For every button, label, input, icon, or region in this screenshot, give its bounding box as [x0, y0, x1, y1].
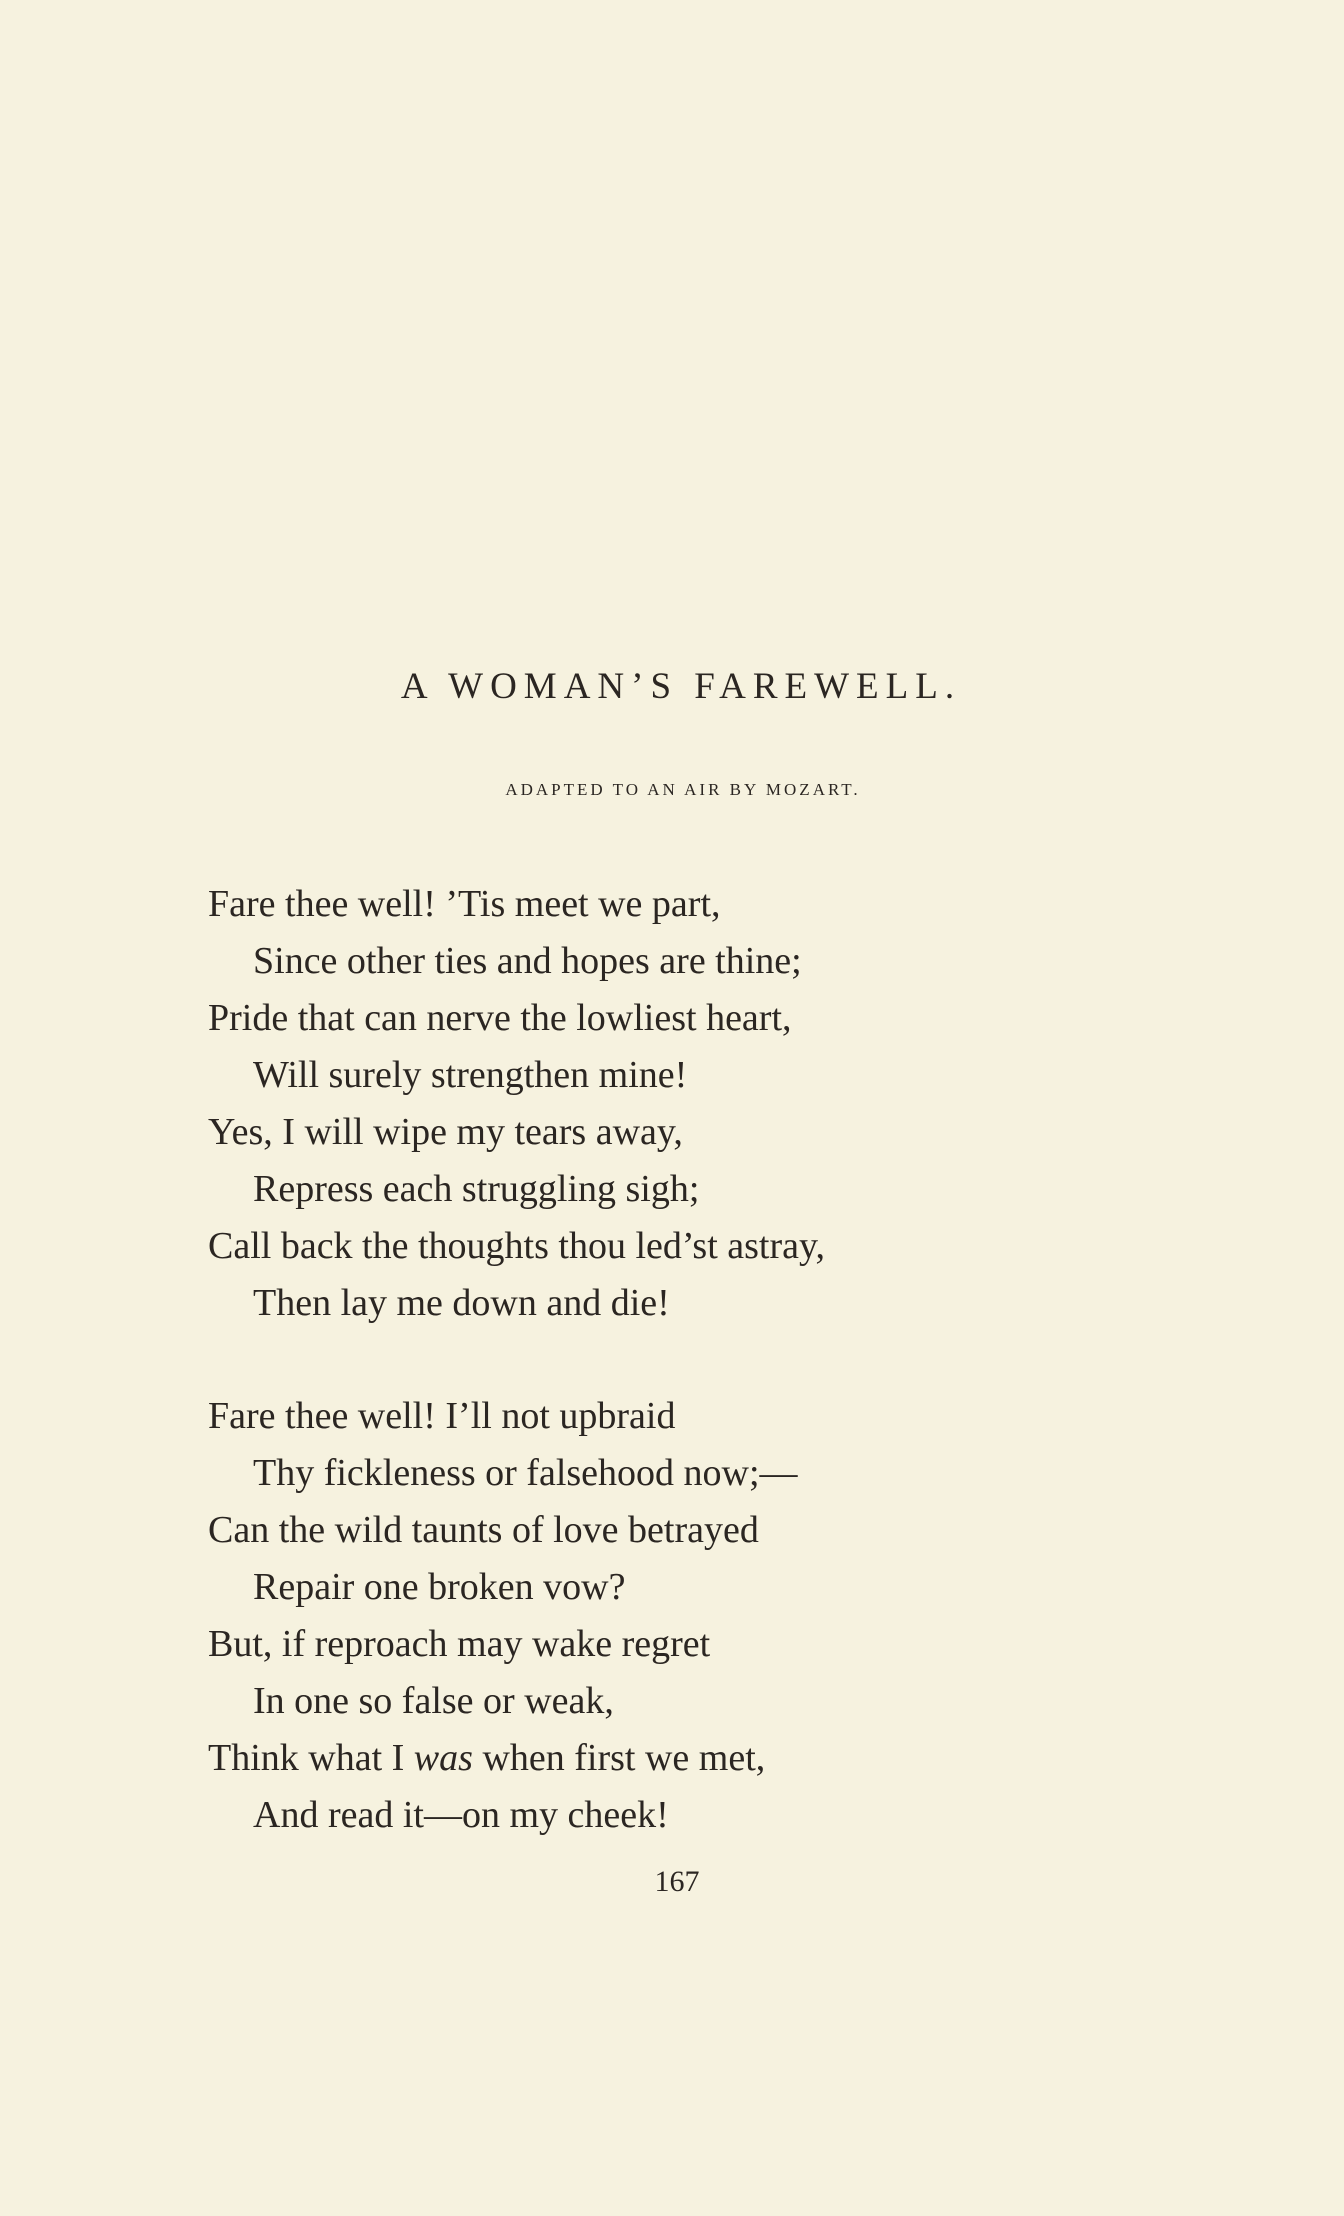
- verse-line: Fare thee well! I’ll not upbraid: [208, 1395, 676, 1437]
- verse-line: Repair one broken vow?: [253, 1566, 626, 1608]
- stanza-1: [208, 876, 1208, 1332]
- poem-title: A WOMAN’S FAREWELL.: [400, 666, 962, 707]
- verse-text: when first we met,: [472, 1737, 766, 1779]
- verse-line: Pride that can nerve the lowliest heart,: [208, 997, 792, 1039]
- verse-line: Repress each struggling sigh;: [253, 1168, 700, 1210]
- verse-line: But, if reproach may wake regret: [208, 1623, 711, 1665]
- verse-text: Think what I: [208, 1737, 414, 1779]
- verse-line: Then lay me down and die!: [253, 1282, 670, 1324]
- stanza-2: [208, 1388, 1208, 1844]
- verse-line: Thy fickleness or falsehood now;—: [253, 1452, 798, 1494]
- verse-line: Fare thee well! ’Tis meet we part,: [208, 883, 721, 925]
- page-number: 167: [654, 1865, 700, 1898]
- verse-line: Since other ties and hopes are thine;: [253, 940, 802, 982]
- verse-line: Can the wild taunts of love betrayed: [208, 1509, 759, 1551]
- verse-line: And read it—on my cheek!: [253, 1794, 669, 1836]
- italic-word: was: [413, 1737, 473, 1779]
- verse-line: Call back the thoughts thou led’st astray,: [208, 1225, 826, 1267]
- verse-line: Yes, I will wipe my tears away,: [208, 1111, 683, 1153]
- verse-line: Will surely strengthen mine!: [253, 1054, 688, 1096]
- verse-line: In one so false or weak,: [253, 1680, 614, 1722]
- verse-line-with-italic: [208, 1730, 1208, 1787]
- poem-subtitle: ADAPTED TO AN AIR BY MOZART.: [505, 780, 861, 799]
